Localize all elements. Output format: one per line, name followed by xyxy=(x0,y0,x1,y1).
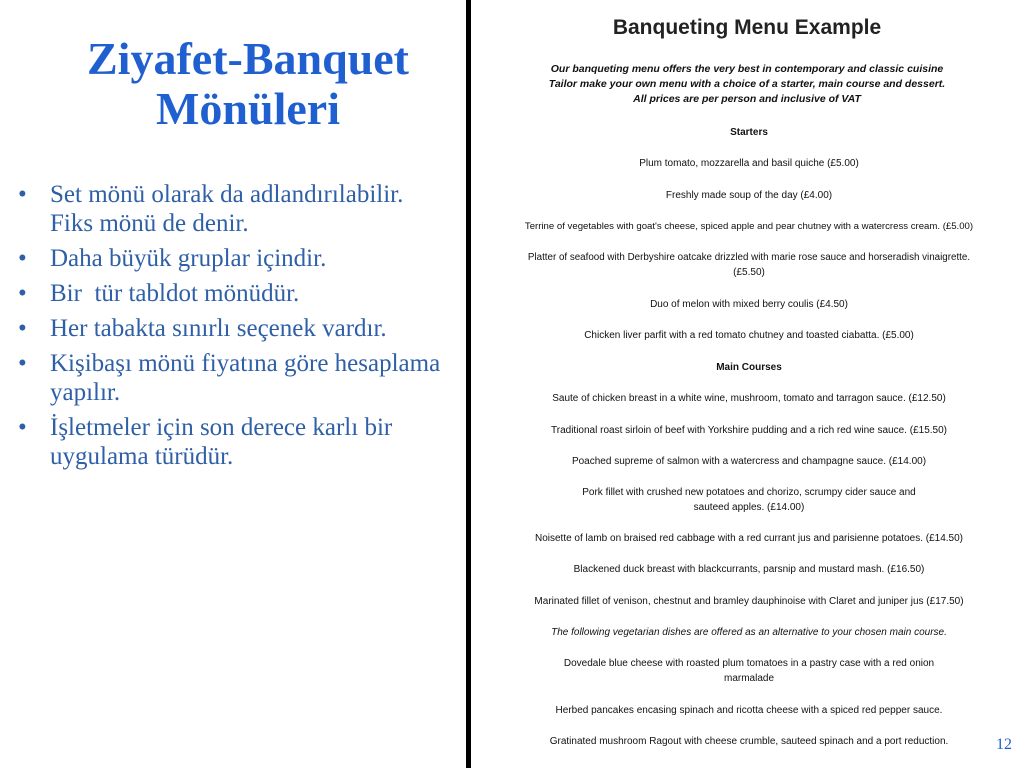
menu-item: Chicken liver parfit with a red tomato chutney and toasted ciabatta. (£5.00) xyxy=(584,330,914,341)
menu-item: Dovedale blue cheese with roasted plum tomatoes in a pastry case with a red onion xyxy=(563,658,935,669)
bullet-text: Kişibaşı mönü fiyatına göre hesaplama yapılır. xyxy=(50,350,441,406)
bullet-icon: • xyxy=(18,315,27,342)
menu-item: Platter of seafood with Derbyshire oatcake drizzled with marie rose sauce and horseradish vinaigrette. xyxy=(527,252,971,263)
bullet-item xyxy=(18,349,448,407)
menu-item: Saute of chicken breast in a white wine, mushroom, tomato and tarragon sauce. (£12.50) xyxy=(552,393,946,404)
bullet-item xyxy=(18,413,448,471)
menu-item: Freshly made soup of the day (£4.00) xyxy=(665,190,833,201)
menu-item: Gratinated mushroom Ragout with cheese crumble, sauteed spinach and a port reduction. xyxy=(549,736,949,747)
bullet-list xyxy=(18,180,448,477)
menu-item: Duo of melon with mixed berry coulis (£4.50) xyxy=(650,299,848,310)
menu-item: Blackened duck breast with blackcurrants, parsnip and mustard mash. (£16.50) xyxy=(573,564,925,575)
menu-item-continued: sauteed apples. (£14.00) xyxy=(693,502,805,513)
bullet-text: Bir tür tabldot mönüdür. xyxy=(50,280,300,307)
menu-intro-line: Our banqueting menu offers the very best in contemporary and classic cuisine xyxy=(550,63,944,75)
bullet-item xyxy=(18,180,448,238)
bullet-icon: • xyxy=(18,350,27,377)
menu-item: Marinated fillet of venison, chestnut and bramley dauphinoise with Claret and juniper jus (£17.50) xyxy=(534,596,964,607)
bullet-item xyxy=(18,279,448,308)
menu-item: Herbed pancakes encasing spinach and ricotta cheese with a spiced red pepper sauce. xyxy=(555,705,943,716)
slide-text-panel xyxy=(0,0,466,768)
bullet-icon: • xyxy=(18,280,27,307)
menu-intro-line: Tailor make your own menu with a choice of a starter, main course and dessert. xyxy=(548,78,946,90)
main-courses-heading: Main Courses xyxy=(716,362,782,373)
menu-item: Plum tomato, mozzarella and basil quiche (£5.00) xyxy=(639,158,859,169)
menu-item: Noisette of lamb on braised red cabbage with a red currant jus and parisienne potatoes. (£14.50) xyxy=(534,533,964,544)
bullet-icon: • xyxy=(18,414,27,441)
menu-item: Terrine of vegetables with goat's cheese, spiced apple and pear chutney with a watercress cream. (£5.00) xyxy=(524,221,974,232)
menu-title: Banqueting Menu Example xyxy=(612,16,882,39)
vegetarian-note: The following vegetarian dishes are offered as an alternative to your chosen main course. xyxy=(551,627,947,638)
menu-item-continued: marmalade xyxy=(723,673,775,684)
menu-intro xyxy=(474,62,1020,107)
slide-title xyxy=(20,34,476,134)
menu-item-continued: (£5.50) xyxy=(733,267,765,278)
menu-intro-line: All prices are per person and inclusive of VAT xyxy=(633,93,861,105)
slide-title-line-2: Mönüleri xyxy=(156,83,340,134)
bullet-text: İşletmeler için son derece karlı bir uygulama türüdür. xyxy=(50,414,393,470)
vertical-divider xyxy=(466,0,471,768)
slide-title-line-1: Ziyafet-Banquet xyxy=(87,33,409,84)
bullet-icon: • xyxy=(18,245,27,272)
bullet-text: Her tabakta sınırlı seçenek vardır. xyxy=(50,315,387,342)
menu-item: Traditional roast sirloin of beef with Yorkshire pudding and a rich red wine sauce. (£15.50) xyxy=(551,425,947,436)
bullet-text: Daha büyük gruplar içindir. xyxy=(50,245,327,272)
banquet-menu-image xyxy=(474,0,1024,768)
bullet-item xyxy=(18,314,448,343)
menu-item: Pork fillet with crushed new potatoes and chorizo, scrumpy cider sauce and xyxy=(582,487,916,498)
bullet-icon: • xyxy=(18,181,27,208)
page-number: 12 xyxy=(996,736,1012,753)
bullet-item xyxy=(18,244,448,273)
starters-heading: Starters xyxy=(730,127,768,138)
menu-item: Poached supreme of salmon with a watercress and champagne sauce. (£14.00) xyxy=(571,456,927,467)
bullet-text: Set mönü olarak da adlandırılabilir. Fiks mönü de denir. xyxy=(50,181,404,237)
